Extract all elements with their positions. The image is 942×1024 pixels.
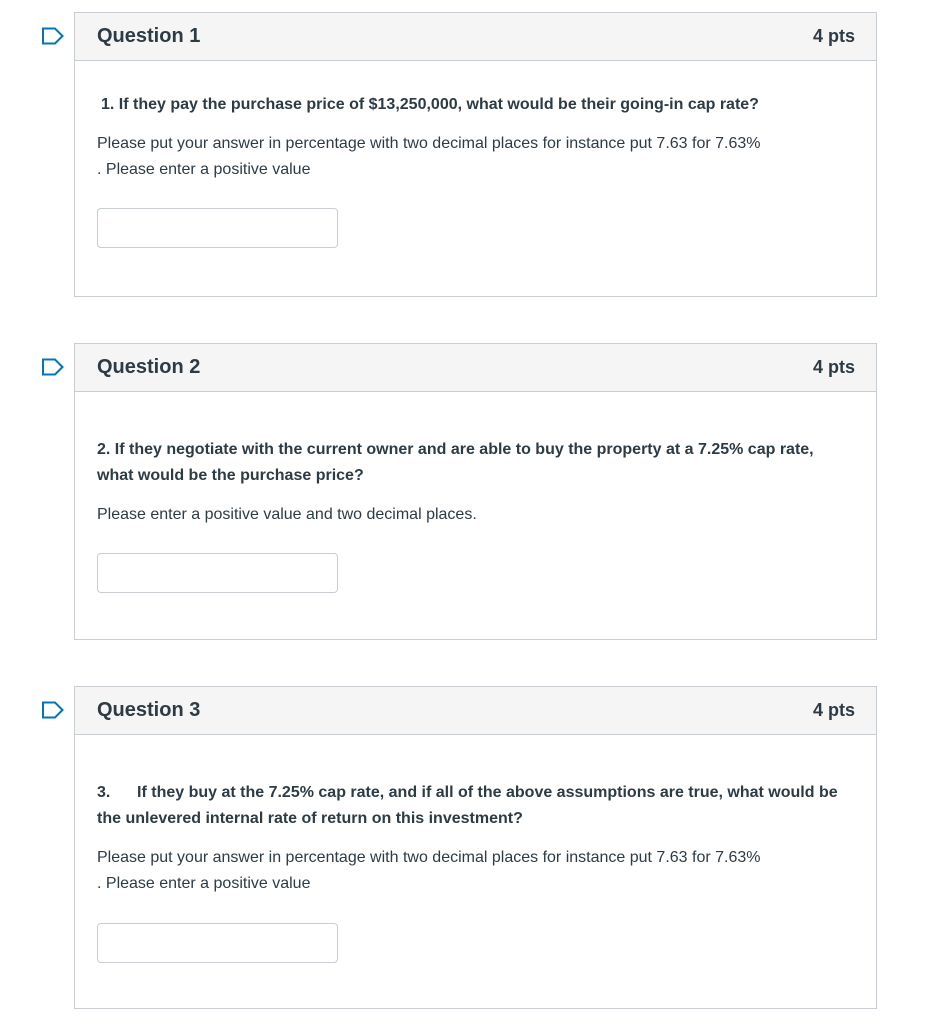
question-body	[75, 92, 876, 248]
flag-question-icon[interactable]	[41, 701, 65, 719]
instruction-line: Please put your answer in percentage with two decimal places for instance put 7.63 for 7.63%	[97, 135, 761, 152]
question-prompt: what would be the purchase price?	[97, 467, 364, 484]
instruction-line: . Please enter a positive value	[97, 161, 311, 178]
question-title: Question 2	[97, 356, 201, 378]
answer-input[interactable]	[97, 553, 338, 593]
question-header	[75, 13, 876, 61]
question-points: 4 pts	[812, 26, 855, 46]
answer-input[interactable]	[97, 208, 338, 248]
question-prompt: 2. If they negotiate with the current owner and are able to buy the property at a 7.25% cap rate,	[97, 441, 814, 458]
question-body	[75, 437, 876, 593]
question-header	[75, 344, 876, 392]
question-body	[75, 780, 876, 963]
flag-question-icon[interactable]	[41, 358, 65, 376]
question-title: Question 1	[97, 25, 201, 47]
question-prompt: 3. If they buy at the 7.25% cap rate, and if all of the above assumptions are true, what would be	[97, 784, 838, 801]
question-points: 4 pts	[812, 357, 855, 377]
question-prompt: 1. If they pay the purchase price of $13,250,000, what would be their going-in cap rate?	[101, 96, 759, 113]
question-2	[74, 343, 877, 640]
flag-question-icon[interactable]	[41, 27, 65, 45]
question-1	[74, 12, 877, 297]
question-prompt: the unlevered internal rate of return on this investment?	[97, 810, 523, 827]
answer-input[interactable]	[97, 923, 338, 963]
question-header	[75, 687, 876, 735]
instruction-line: . Please enter a positive value	[97, 875, 311, 892]
instruction-line: Please enter a positive value and two decimal places.	[97, 506, 477, 523]
question-3	[74, 686, 877, 1009]
instruction-line: Please put your answer in percentage with two decimal places for instance put 7.63 for 7.63%	[97, 849, 761, 866]
question-title: Question 3	[97, 699, 201, 721]
question-points: 4 pts	[812, 700, 855, 720]
